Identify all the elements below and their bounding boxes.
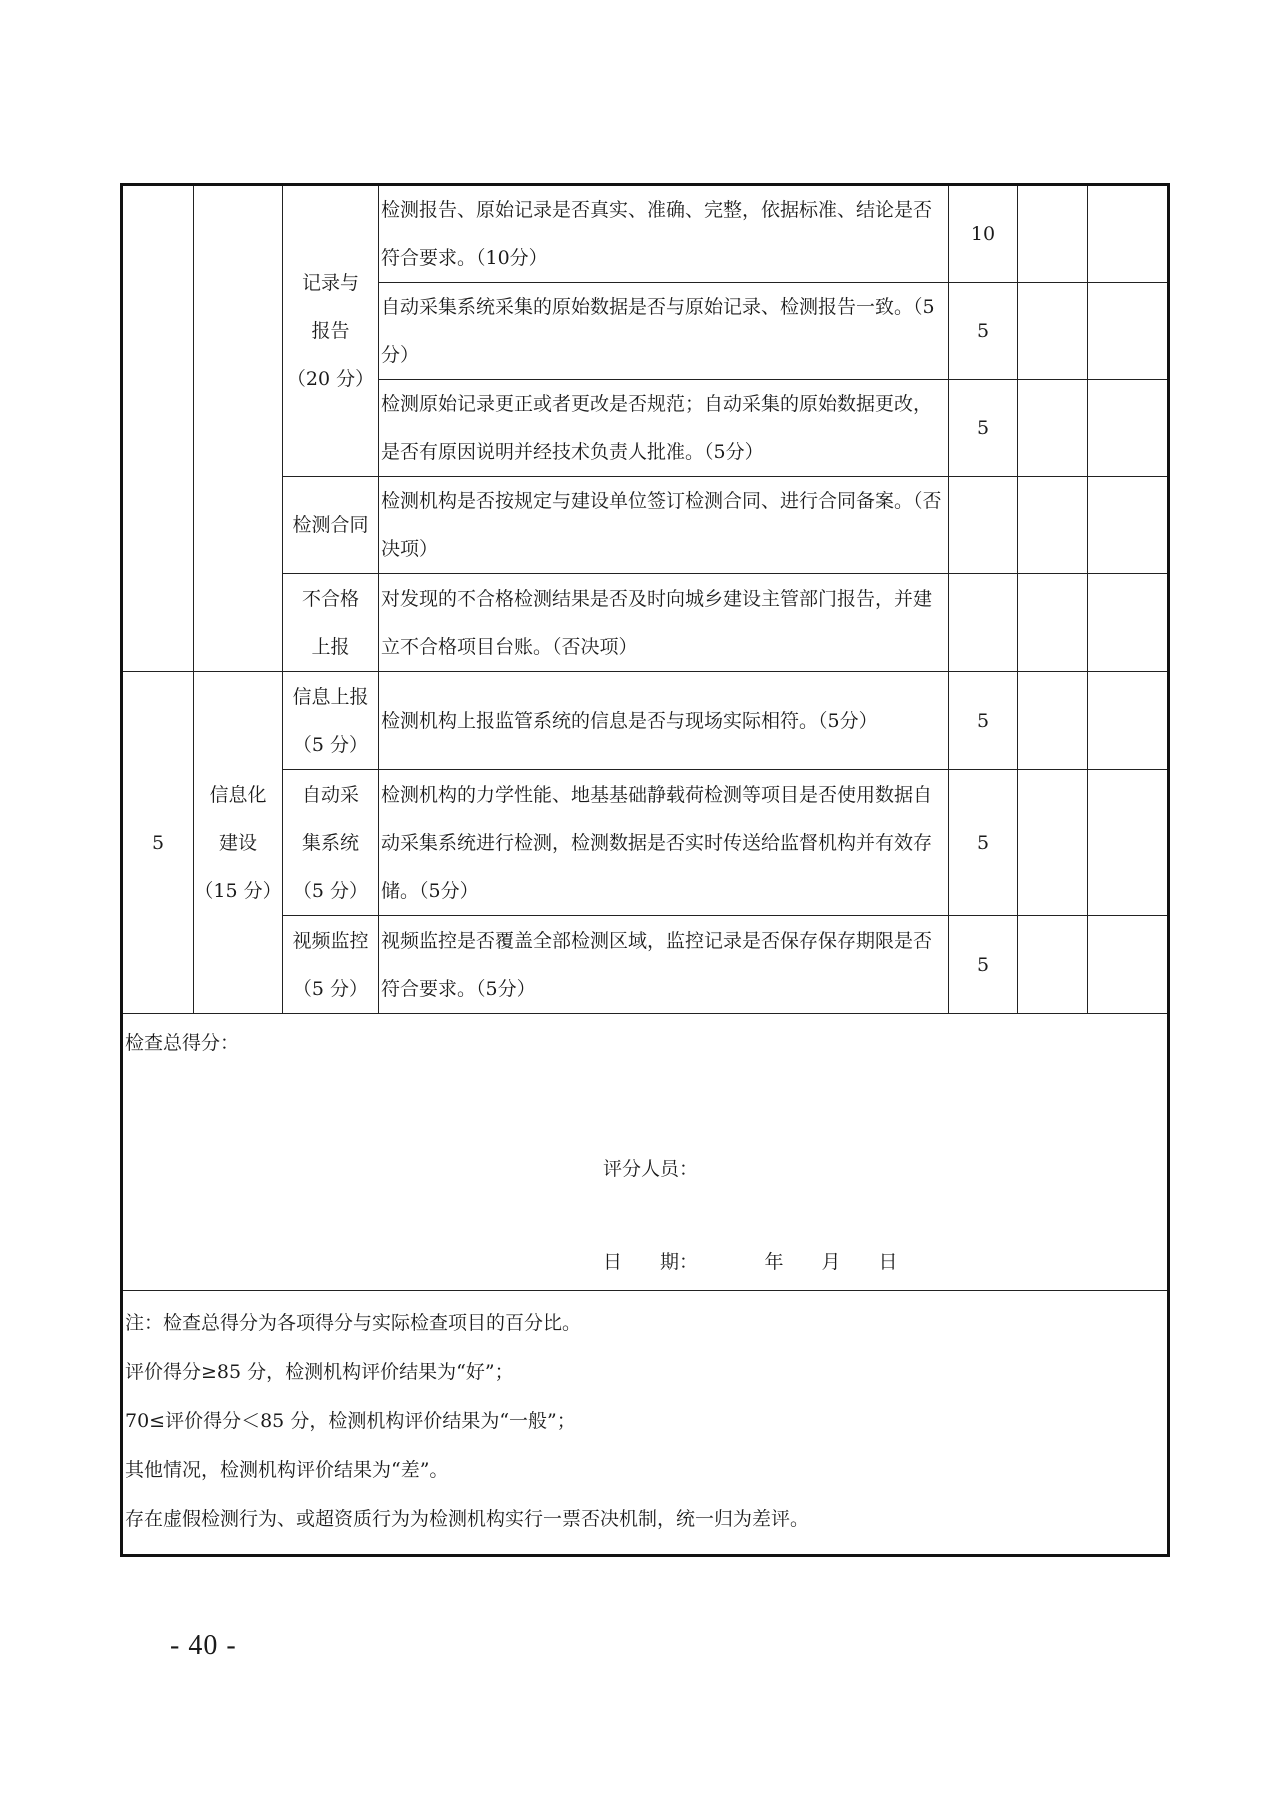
section-name-cell (194, 672, 283, 1014)
item-cell: 检测原始记录更正或者更改是否规范；自动采集的原始数据更改，是否有原因说明并经技术负责人批准。（5分） (379, 380, 949, 477)
remark-cell (1088, 185, 1169, 283)
notes-row (122, 1291, 1169, 1556)
remark-cell (1088, 380, 1169, 477)
category-line: 记录与 (301, 272, 359, 294)
date-label: 日 期： 年 月 日 (603, 1251, 898, 1273)
score-cell (949, 477, 1018, 574)
score-cell: 5 (949, 916, 1018, 1014)
actual-score-cell (1018, 185, 1088, 283)
score-cell: 5 (949, 770, 1018, 916)
item-cell: 检测机构的力学性能、地基基础静载荷检测等项目是否使用数据自动采集系统进行检测，检测数据是否实时传送给监督机构并有效存储。（5分） (379, 770, 949, 916)
category-line: 信息上报 (292, 685, 369, 708)
score-cell: 5 (949, 380, 1018, 477)
actual-score-cell (1018, 672, 1088, 770)
item-cell: 检测机构是否按规定与建设单位签订检测合同、进行合同备案。（否决项） (379, 477, 949, 574)
remark-cell (1088, 916, 1169, 1014)
item-cell: 对发现的不合格检测结果是否及时向城乡建设主管部门报告，并建立不合格项目台账。（否决项） (379, 574, 949, 672)
table-row (122, 185, 1169, 283)
note-line: 评价得分≥85 分，检测机构评价结果为“好”； (125, 1361, 514, 1383)
seq-cell (122, 185, 194, 672)
page-number: - 40 - (170, 1630, 237, 1661)
category-cell (283, 770, 379, 916)
total-score-row (122, 1014, 1169, 1291)
category-cell (283, 672, 379, 770)
item-cell: 自动采集系统采集的原始数据是否与原始记录、检测报告一致。（5分） (379, 283, 949, 380)
notes-cell (122, 1291, 1169, 1556)
total-score-cell (122, 1014, 1169, 1291)
section-name-line: 建设 (218, 831, 257, 854)
section-name-cell (194, 185, 283, 672)
score-cell (949, 574, 1018, 672)
total-score-label: 检查总得分： (125, 1032, 240, 1054)
score-cell: 5 (949, 283, 1018, 380)
category-line: 检测合同 (292, 514, 369, 536)
rater-label: 评分人员： (603, 1158, 699, 1180)
actual-score-cell (1018, 283, 1088, 380)
item-cell: 检测报告、原始记录是否真实、准确、完整，依据标准、结论是否符合要求。（10分） (379, 185, 949, 283)
remark-cell (1088, 477, 1169, 574)
score-cell: 10 (949, 185, 1018, 283)
actual-score-cell (1018, 477, 1088, 574)
category-line: （20 分） (286, 368, 375, 390)
remark-cell (1088, 672, 1169, 770)
category-line: 集系统 (301, 831, 359, 854)
note-line: 存在虚假检测行为、或超资质行为为检测机构实行一票否决机制，统一归为差评。 (125, 1508, 810, 1530)
category-line: 不合格 (301, 587, 359, 610)
actual-score-cell (1018, 916, 1088, 1014)
category-line: （5 分） (292, 733, 369, 756)
remark-cell (1088, 770, 1169, 916)
remark-cell (1088, 283, 1169, 380)
note-line: 注：检查总得分为各项得分与实际检查项目的百分比。 (125, 1312, 582, 1334)
actual-score-cell (1018, 770, 1088, 916)
category-line: （5 分） (292, 879, 369, 902)
table-row (122, 672, 1169, 770)
note-line: 70≤评价得分＜85 分，检测机构评价结果为“一般”； (125, 1410, 576, 1432)
actual-score-cell (1018, 574, 1088, 672)
category-line: 视频监控 (292, 929, 369, 952)
category-cell (283, 574, 379, 672)
category-line: 自动采 (301, 783, 359, 806)
category-cell (283, 185, 379, 477)
category-line: 上报 (311, 635, 350, 658)
section-name-line: 信息化 (209, 783, 267, 806)
score-cell: 5 (949, 672, 1018, 770)
note-line: 其他情况，检测机构评价结果为“差”。 (125, 1459, 449, 1481)
section-name-line: （15 分） (194, 879, 282, 902)
category-line: （5 分） (292, 977, 369, 1000)
category-cell (283, 477, 379, 574)
seq-cell: 5 (122, 672, 194, 1014)
remark-cell (1088, 574, 1169, 672)
item-cell: 检测机构上报监管系统的信息是否与现场实际相符。（5分） (379, 672, 949, 770)
category-cell (283, 916, 379, 1014)
item-cell: 视频监控是否覆盖全部检测区域，监控记录是否保存保存期限是否符合要求。（5分） (379, 916, 949, 1014)
actual-score-cell (1018, 380, 1088, 477)
evaluation-table (120, 183, 1170, 1557)
category-line: 报告 (311, 320, 350, 342)
